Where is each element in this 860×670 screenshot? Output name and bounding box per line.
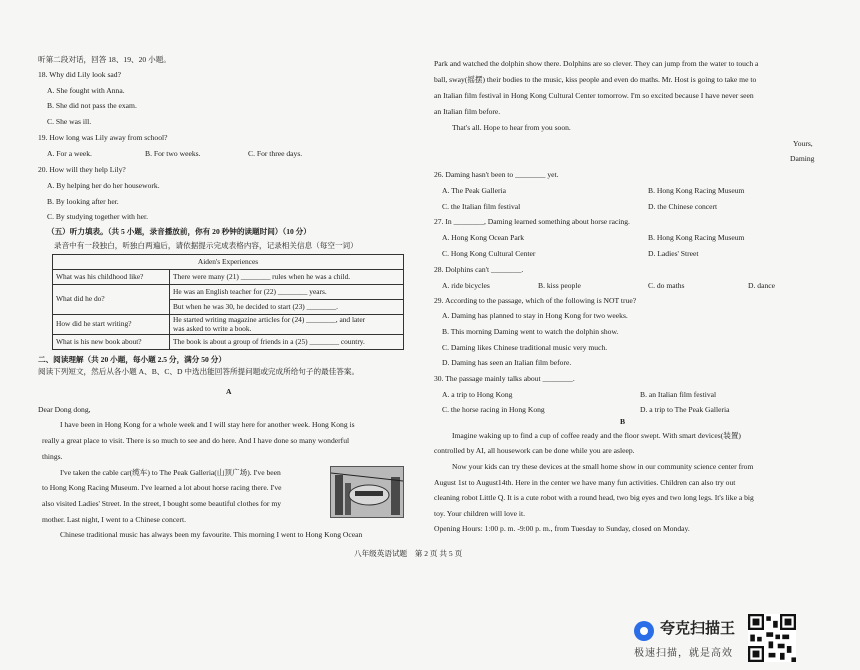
opening-hours: Opening Hours: 1:00 p. m. -9:00 p. m., from Tuesday to Sunday, closed on Monday. xyxy=(434,524,690,533)
q26-option-a: A. The Peak Galleria xyxy=(442,186,506,195)
q18-stem: 18. Why did Lily look sad? xyxy=(38,70,121,79)
table-a2-line2: But when he was 30, he decided to start (23) ________. xyxy=(170,300,404,315)
q28-stem: 28. Dolphins can't ________. xyxy=(434,265,524,274)
letter-line: an Italian film festival in Hong Kong Cultural Center tomorrow. I'm so excited because I have never seen xyxy=(434,91,754,100)
table-q4: What is his new book about? xyxy=(53,335,170,350)
part2-title: 二、阅读理解（共 20 小题，每小题 2.5 分，满分 50 分） xyxy=(38,355,226,364)
passage-b-line: cleaning robot Little Q. It is a cute robot with a round head, two big eyes and two long legs. It's like a big xyxy=(434,493,754,502)
q18-option-b: B. She did not pass the exam. xyxy=(47,101,137,110)
q30-stem: 30. The passage mainly talks about ________. xyxy=(434,374,575,383)
passage-a-label: A xyxy=(226,387,232,396)
q30-option-d: D. a trip to The Peak Galleria xyxy=(640,405,730,414)
table-a3-line1: He started writing magazine articles for (24) ________, and later xyxy=(173,315,366,324)
letter-line: ball, sway(摇摆) their bodies to the music, kiss people and even do maths. Mr. Host is going to take me to xyxy=(434,75,757,84)
q19-option-a: A. For a week. xyxy=(47,149,92,158)
passage-b-line: toy. Your children will love it. xyxy=(434,509,526,518)
q29-option-d: D. Daming has seen an Italian film before. xyxy=(442,358,572,367)
passage-b-line: controlled by AI, all housework can be done while you are asleep. xyxy=(434,446,635,455)
letter-line: really a great place to visit. There is so much to see and do here. And I have done so many wonderful xyxy=(42,436,350,445)
q26-option-c: C. the Italian film festival xyxy=(442,202,521,211)
q19-option-b: B. For two weeks. xyxy=(145,149,201,158)
scanner-logo-icon xyxy=(634,621,654,641)
q26-option-d: D. the Chinese concert xyxy=(648,202,718,211)
q30-option-c: C. the horse racing in Hong Kong xyxy=(442,405,545,414)
q27-option-b: B. Hong Kong Racing Museum xyxy=(648,233,745,242)
table-a1: There were many (21) ________ rules when he was a child. xyxy=(170,270,404,285)
passage-b-line: Now your kids can try these devices at the small home show in our community science center from xyxy=(452,462,754,471)
q20-option-b: B. By looking after her. xyxy=(47,197,119,206)
passage-b-line: August 1st to August14th. Here in the center we have many fun activities. Children can also try out xyxy=(434,478,736,487)
q29-option-b: B. This morning Daming went to watch the dolphin show. xyxy=(442,327,619,336)
letter-greeting: Dear Dong dong, xyxy=(38,405,91,414)
letter-line: an Italian film before. xyxy=(434,107,501,116)
q26-option-b: B. Hong Kong Racing Museum xyxy=(648,186,745,195)
letter-line: Chinese traditional music has always been my favourite. This morning I went to Hong Kong Ocean xyxy=(60,530,363,539)
scanner-brand: 夸克扫描王 xyxy=(660,619,736,637)
q27-option-a: A. Hong Kong Ocean Park xyxy=(442,233,525,242)
table-q2: What did he do? xyxy=(53,285,170,315)
q30-option-a: A. a trip to Hong Kong xyxy=(442,390,513,399)
q30-option-b: B. an Italian film festival xyxy=(640,390,717,399)
q20-option-a: A. By helping her do her housework. xyxy=(47,181,160,190)
section5-title: （五）听力填表。（共 5 小题，录音播放前，你有 20 秒钟的读题时间）（10 分） xyxy=(47,227,311,236)
q27-option-d: D. Ladies' Street xyxy=(648,249,699,258)
q20-option-c: C. By studying together with her. xyxy=(47,212,149,221)
q26-stem: 26. Daming hasn't been to ________ yet. xyxy=(434,170,559,179)
q19-option-c: C. For three days. xyxy=(248,149,303,158)
q28-option-b: B. kiss people xyxy=(538,281,581,290)
letter-line: I have been in Hong Kong for a whole week and I will stay here for another week. Hong Kong is xyxy=(60,420,355,429)
listening-table xyxy=(52,254,404,350)
part2-instruction: 阅读下列短文，然后从各小题 A、B、C、D 中选出能回答所提问题或完成所给句子的最佳答案。 xyxy=(38,367,360,376)
letter-line: That's all. Hope to hear from you soon. xyxy=(452,123,571,132)
table-a2-line1: He was an English teacher for (22) ________ years. xyxy=(170,285,404,300)
q29-option-c: C. Daming likes Chinese traditional music very much. xyxy=(442,343,608,352)
q28-option-d: D. dance xyxy=(748,281,775,290)
cable-car-photo xyxy=(330,466,404,518)
q19-stem: 19. How long was Lily away from school? xyxy=(38,133,168,142)
letter-line: Park and watched the dolphin show there. Dolphins are so clever. They can jump from the water to touch a xyxy=(434,59,759,68)
passage-b-line: Imagine waking up to find a cup of coffee ready and the floor swept. With smart devices(装置) xyxy=(452,431,741,440)
qr-code-icon xyxy=(748,614,796,662)
dialog2-intro: 听第二段对话，回答 18、19、20 小题。 xyxy=(38,55,171,64)
letter-closing: Yours, xyxy=(793,139,813,148)
letter-line: to Hong Kong Racing Museum. I've learned a lot about horse racing there. I've xyxy=(42,483,282,492)
table-header: Aiden's Experiences xyxy=(53,255,404,270)
section5-instruction: 录音中有一段独白，听独白两遍后，请依据提示完成表格内容，记录相关信息（每空一词） xyxy=(54,241,358,250)
table-a3-line2: was asked to write a book. xyxy=(173,323,252,333)
letter-line: also visited Ladies' Street. In the street, I bought some beautiful clothes for my xyxy=(42,499,282,508)
q29-option-a: A. Daming has planned to stay in Hong Kong for two weeks. xyxy=(442,311,628,320)
q20-stem: 20. How will they help Lily? xyxy=(38,165,126,174)
q29-stem: 29. According to the passage, which of the following is NOT true? xyxy=(434,296,637,305)
letter-signature: Daming xyxy=(790,154,815,163)
scanner-slogan: 极速扫描，就是高效 xyxy=(634,648,733,659)
q27-option-c: C. Hong Kong Cultural Center xyxy=(442,249,536,258)
table-q3: How did he start writing? xyxy=(53,315,170,335)
q18-option-c: C. She was ill. xyxy=(47,117,92,126)
q28-option-c: C. do maths xyxy=(648,281,685,290)
table-a3 xyxy=(170,315,404,335)
letter-line: mother. Last night, I went to a Chinese concert. xyxy=(42,515,187,524)
table-q1: What was his childhood like? xyxy=(53,270,170,285)
page-footer: 八年级英语试题 第 2 页 共 5 页 xyxy=(354,549,463,558)
passage-b-label: B xyxy=(620,417,626,426)
table-a4: The book is about a group of friends in a (25) ________ country. xyxy=(170,335,404,350)
letter-line: I've taken the cable car(缆车) to The Peak Galleria(山顶广场). I've been xyxy=(60,468,281,477)
letter-line: things. xyxy=(42,452,63,461)
q28-option-a: A. ride bicycles xyxy=(442,281,490,290)
q18-option-a: A. She fought with Anna. xyxy=(47,86,125,95)
q27-stem: 27. In ________, Daming learned something about horse racing. xyxy=(434,217,630,226)
